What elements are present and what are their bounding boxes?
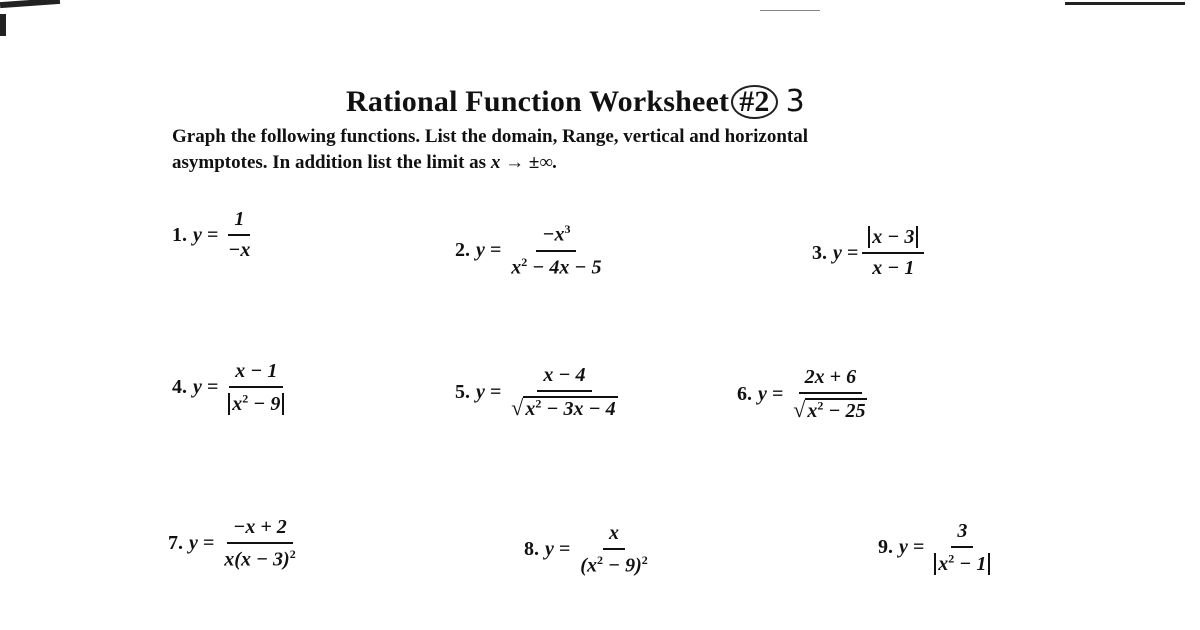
denominator-base: x: [511, 256, 522, 279]
denominator-base: x: [232, 392, 243, 415]
sqrt-icon: √: [511, 395, 524, 420]
numerator: [536, 222, 576, 252]
page-title: [346, 84, 805, 119]
denominator-exponent: 2: [289, 547, 296, 561]
denominator-base: (x: [580, 554, 597, 577]
radicand: [523, 396, 617, 420]
denominator-exponent: 2: [535, 396, 542, 411]
problem-5: [455, 364, 624, 421]
denominator-outer-exponent: 2: [641, 553, 648, 567]
denominator-base: x(x − 3): [224, 548, 290, 571]
problem-number: 6.: [737, 383, 752, 405]
instruction-line-2: [172, 150, 932, 176]
problem-number: 5.: [455, 381, 470, 403]
numerator: x − 4: [537, 364, 591, 392]
problem-2: [455, 222, 608, 279]
denominator-exponent: 2: [948, 551, 955, 565]
denominator-base: x: [938, 552, 949, 575]
lhs: y =: [476, 239, 502, 262]
problem-number: 2.: [455, 239, 470, 262]
fraction: [862, 226, 924, 280]
problem-1: [172, 208, 256, 262]
denominator-exponent: 2: [596, 553, 603, 567]
instructions: [172, 124, 932, 176]
denominator-rest: − 9: [248, 392, 281, 415]
denominator: x − 1: [872, 257, 915, 279]
problem-number: 1.: [172, 223, 187, 246]
denominator: [218, 544, 301, 572]
fraction: [928, 520, 996, 576]
problem-4: [172, 360, 290, 416]
denominator: [222, 388, 290, 416]
absolute-value: [228, 393, 284, 415]
problem-number: 7.: [168, 532, 183, 555]
circled-worksheet-number: #2: [731, 85, 777, 119]
numerator-base: −x: [542, 223, 565, 246]
problem-8: [524, 522, 654, 578]
sqrt-icon: √: [793, 397, 806, 422]
numerator: x − 1: [229, 360, 283, 388]
handwritten-number: 3: [785, 84, 805, 119]
problem-7: [168, 516, 302, 572]
denominator-exponent: 2: [521, 254, 528, 269]
title-text: Rational Function Worksheet: [346, 85, 730, 118]
denominator: [505, 252, 607, 280]
scan-mark: [760, 10, 820, 11]
fraction: [787, 366, 873, 423]
fraction: [505, 364, 623, 421]
denominator-base: x: [525, 398, 536, 420]
limit-expression: x → ±∞.: [490, 152, 558, 173]
denominator: [928, 548, 996, 576]
scan-mark: [0, 14, 6, 36]
problem-number: 9.: [878, 536, 893, 559]
fraction: [574, 522, 653, 578]
denominator: [574, 550, 653, 578]
problem-9: [878, 520, 996, 576]
denominator-exponent: 2: [817, 398, 824, 413]
instruction-text: asymptotes. In addition list the limit as: [172, 152, 487, 173]
problem-6: [737, 366, 873, 423]
scan-mark: [1065, 2, 1185, 5]
radicand: [805, 398, 867, 422]
problem-number: 8.: [524, 538, 539, 561]
denominator-rest: − 3x − 4: [541, 398, 616, 420]
numerator: x: [603, 522, 625, 550]
problem-number: 4.: [172, 376, 187, 399]
denominator: −x: [228, 239, 251, 261]
denominator: [505, 392, 623, 421]
lhs: y =: [545, 538, 571, 561]
instruction-line-1: Graph the following functions. List the domain, Range, vertical and horizontal: [172, 126, 808, 147]
denominator-rest: − 9): [602, 554, 642, 577]
denominator-rest: − 1: [954, 552, 987, 575]
absolute-value: [934, 553, 990, 575]
numerator-exponent: 3: [564, 222, 571, 236]
denominator: [787, 394, 873, 423]
numerator: 2x + 6: [799, 366, 862, 394]
denominator-exponent: 2: [242, 391, 249, 405]
fraction: [222, 208, 256, 262]
lhs: y =: [833, 241, 859, 264]
lhs: y =: [193, 376, 219, 399]
lhs: y =: [193, 223, 219, 246]
numerator: 1: [228, 208, 250, 236]
fraction: [222, 360, 290, 416]
lhs: y =: [899, 536, 925, 559]
lhs: y =: [476, 381, 502, 403]
fraction: [505, 222, 607, 279]
numerator: −x + 2: [227, 516, 293, 544]
problem-number: 3.: [812, 241, 827, 264]
numerator: [862, 226, 924, 254]
problem-3: [812, 226, 924, 280]
denominator-base: x: [807, 400, 818, 422]
denominator-rest: − 4x − 5: [527, 256, 602, 279]
denominator-rest: − 25: [823, 400, 866, 422]
lhs: y =: [758, 383, 784, 405]
absolute-value: x − 3: [868, 226, 918, 248]
scan-mark: [0, 0, 60, 8]
lhs: y =: [189, 532, 215, 555]
fraction: [218, 516, 301, 572]
numerator: 3: [951, 520, 973, 548]
